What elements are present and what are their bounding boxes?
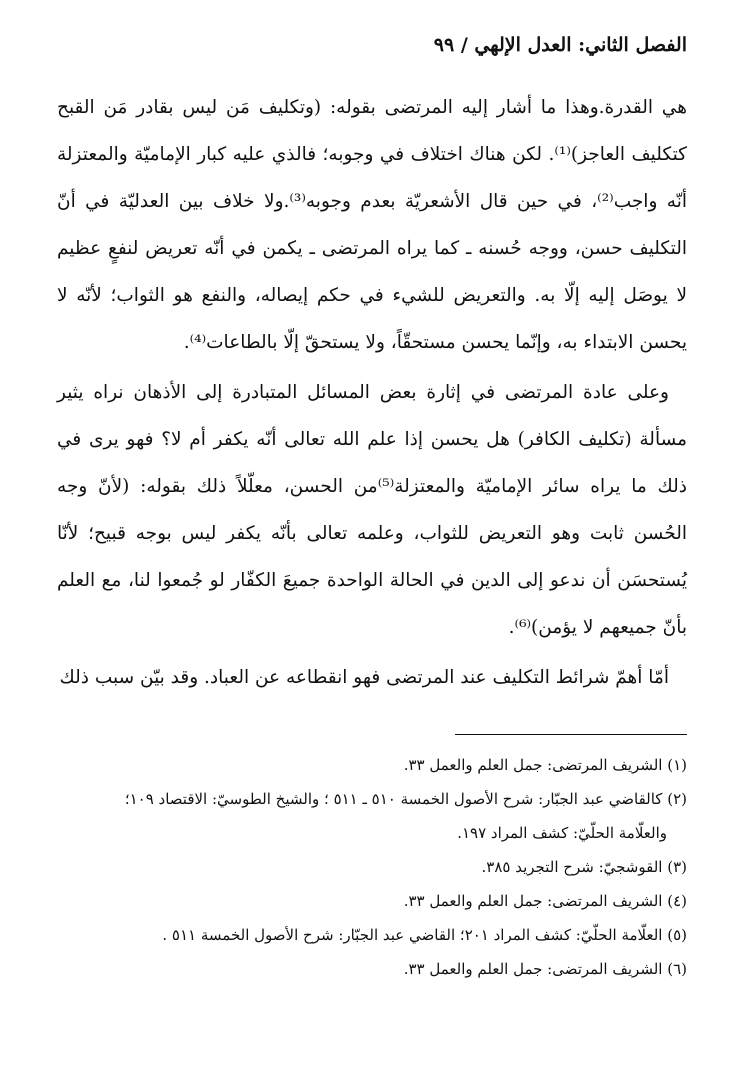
footnote-4: (٤) الشريف المرتضى: جمل العلم والعمل ٣٣. (403, 892, 687, 910)
paragraph-3: أمّا أهمّ شرائط التكليف عند المرتضى فهو انقطاعه عن العباد. وقد بيّن سبب ذلك (59, 667, 669, 688)
footnote-1: (١) الشريف المرتضى: جمل العلم والعمل ٣٣. (403, 756, 687, 774)
footnotes (57, 748, 687, 986)
footnote-5: (٥) العلّامة الحلّيّ: كشف المراد ٢٠١؛ القاضي عبد الجبّار: شرح الأصول الخمسة ٥١١ . (162, 926, 687, 944)
paragraph-2: وعلى عادة المرتضى في إثارة بعض المسائل المتبادرة إلى الأذهان نراه يثير مسألة (تكليف الكافر) هل يحسن إذا علم الله تعالى أنّه يكفر أم لا؟ فهو يرى في ذلك ما يراه سائر الإماميّة والمعتزلة⁽⁵⁾من الحسن، معلّلاً ذلك بقوله: (لأنّ وجه الحُسن ثابت وهو التعريض للثواب، وعلمه تعالى بأنّه يكفر ليس بوجه قبيح؛ لأنّا يُستحسَن أن ندعو إلى الدين في الحالة الواحدة جميعَ الكفّار لو جُمعوا لنا، مع العلم بأنّ جميعهم لا يؤمن)⁽⁶⁾. (57, 382, 687, 638)
footnote-2: (٢) كالقاضي عبد الجبّار: شرح الأصول الخمسة ٥١٠ ـ ٥١١ ؛ والشيخ الطوسيّ: الاقتصاد ١٠٩؛ (124, 790, 687, 808)
footnote-3: (٣) القوشجيّ: شرح التجريد ٣٨٥. (481, 858, 687, 876)
footnote-divider (455, 734, 687, 735)
main-text (57, 84, 687, 701)
footnote-2-continued: والعلّامة الحلّيّ: كشف المراد ١٩٧. (457, 824, 667, 842)
paragraph-1: هي القدرة.وهذا ما أشار إليه المرتضى بقوله: (وتكليف مَن ليس بقادر مَن القبح كتكليف العاجز)⁽¹⁾. لكن هناك اختلاف في وجوبه؛ فالذي عليه كبار الإماميّة والمعتزلة أنّه واجب⁽²⁾، في حين قال الأشعريّة بعدم وجوبه⁽³⁾.ولا خلاف بين العدليّة في أنّ التكليف حسن، ووجه حُسنه ـ كما يراه المرتضى ـ يكمن في أنّه تعريض لنفعٍ عظيم لا يوصَل إليه إلّا به. والتعريض للشيء في حكم إيصاله، والنفع هو الثواب؛ لأنّه لا يحسن الابتداء به، وإنّما يحسن مستحقّاً، ولا يستحقّ إلّا بالطاعات⁽⁴⁾. (57, 97, 687, 353)
footnote-6: (٦) الشريف المرتضى: جمل العلم والعمل ٣٣. (403, 960, 687, 978)
running-header: الفصل الثاني: العدل الإلهي / ٩٩ (433, 34, 687, 56)
